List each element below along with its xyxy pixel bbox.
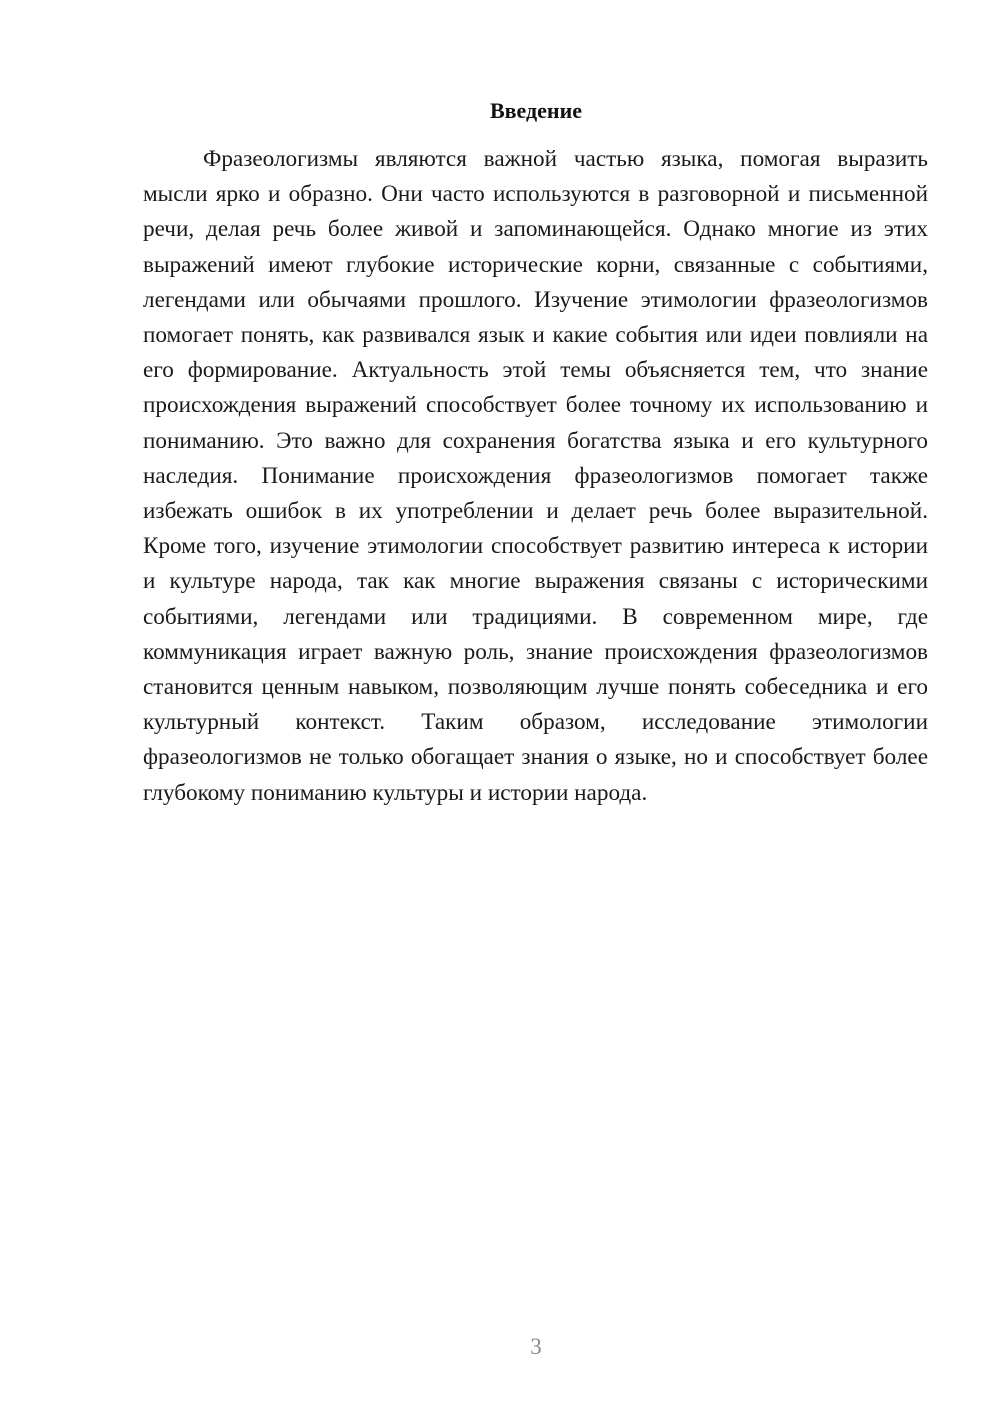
body-paragraph: Фразеологизмы являются важной частью языка, помогая выразить мысли ярко и образно. Они часто используются в разговорной и письменной речи, делая речь более живой и запоминающейся. Однако многие из этих выражений имеют глубокие исторические корни, связанные с событиями, легендами или обычаями прошлого. Изучение этимологии фразеологизмов помогает понять, как развивался язык и какие события или идеи повлияли на его формирование. Актуальность этой темы объясняется тем, что знание происхождения выражений способствует более точному их использованию и пониманию. Это важно для сохранения богатства языка и его культурного наследия. Понимание происхождения фразеологизмов помогает также избежать ошибок в их употреблении и делает речь более выразительной. Кроме того, изучение этимологии способствует развитию интереса к истории и культуре народа, так как многие выражения связаны с историческими событиями, легендами или традициями. В современном мире, где коммуникация играет важную роль, знание происхождения фразеологизмов становится ценным навыком, позволяющим лучше понять собеседника и его культурный контекст. Таким образом, исследование этимологии фразеологизмов не только обогащает знания о языке, но и способствует более глубокому пониманию культуры и истории народа. [143, 146, 928, 806]
page-number: 3 [530, 1334, 542, 1359]
section-heading: Введение [489, 98, 583, 123]
